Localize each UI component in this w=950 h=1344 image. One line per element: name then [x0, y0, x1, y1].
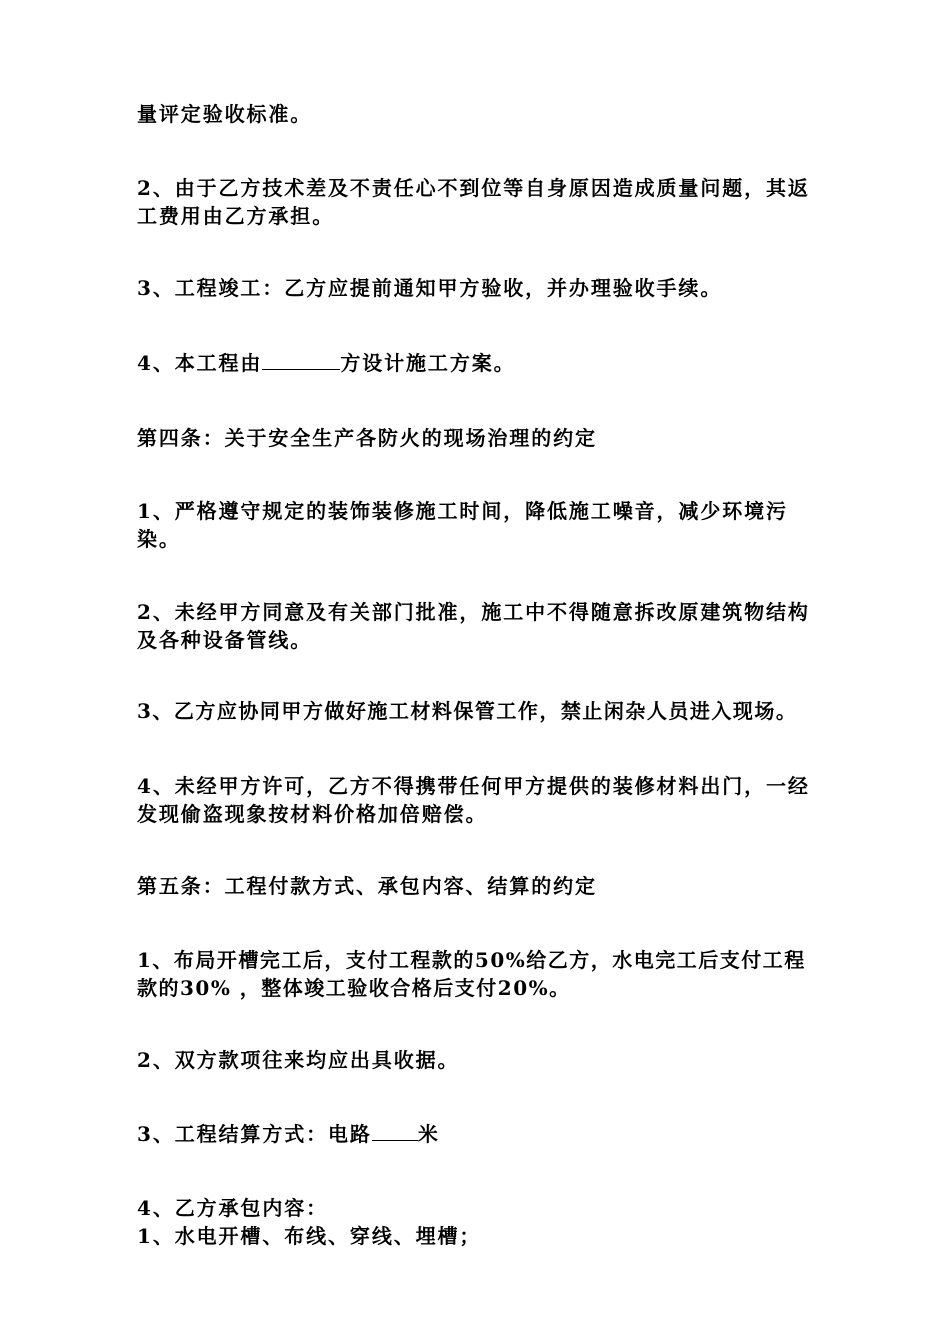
- settlement-text-before: 3、工程结算方式：电路: [137, 1122, 372, 1146]
- design-party-text-before: 4、本工程由: [137, 351, 263, 375]
- paragraph-receipts: 2、双方款项往来均应出具收据。: [137, 1048, 460, 1072]
- paragraph-no-structural-change: 2、未经甲方同意及有关部门批准，施工中不得随意拆改原建筑物结构及各种设备管线。: [137, 600, 810, 652]
- paragraph-completion: 3、工程竣工：乙方应提前通知甲方验收，并办理验收手续。: [137, 276, 723, 300]
- design-party-blank: [262, 351, 340, 370]
- settlement-blank: [372, 1122, 418, 1141]
- paragraph-noise-reduction: 1、严格遵守规定的装饰装修施工时间，降低施工噪音，减少环境污染。: [137, 499, 788, 551]
- paragraph-design-party: [137, 349, 827, 377]
- paragraph-rework-cost: 2、由于乙方技术差及不责任心不到位等自身原因造成质量问题，其返工费用由乙方承担。: [137, 176, 810, 228]
- paragraph-scope-item-1: 1、水电开槽、布线、穿线、埋槽；: [137, 1224, 482, 1248]
- paragraph-contract-scope: 4、乙方承包内容：: [137, 1196, 329, 1220]
- paragraph-theft-compensation: 4、未经甲方许可，乙方不得携带任何甲方提供的装修材料出门，一经发现偷盗现象按材料价格加倍赔偿。: [137, 774, 810, 826]
- design-party-text-after: 方设计施工方案。: [340, 351, 516, 375]
- paragraph-settlement-method: [137, 1120, 827, 1148]
- article-four-heading: 第四条：关于安全生产各防火的现场治理的约定: [137, 426, 597, 450]
- paragraph-material-custody: 3、乙方应协同甲方做好施工材料保管工作，禁止闲杂人员进入现场。: [137, 699, 798, 723]
- article-five-heading: 第五条：工程付款方式、承包内容、结算的约定: [137, 874, 597, 898]
- settlement-text-after: 米: [417, 1122, 440, 1146]
- paragraph-acceptance-standard: 量评定验收标准。: [137, 102, 313, 126]
- paragraph-payment-schedule: 1、布局开槽完工后，支付工程款的50%给乙方，水电完工后支付工程款的30% ，整体竣工验收合格后支付20%。: [137, 948, 806, 1000]
